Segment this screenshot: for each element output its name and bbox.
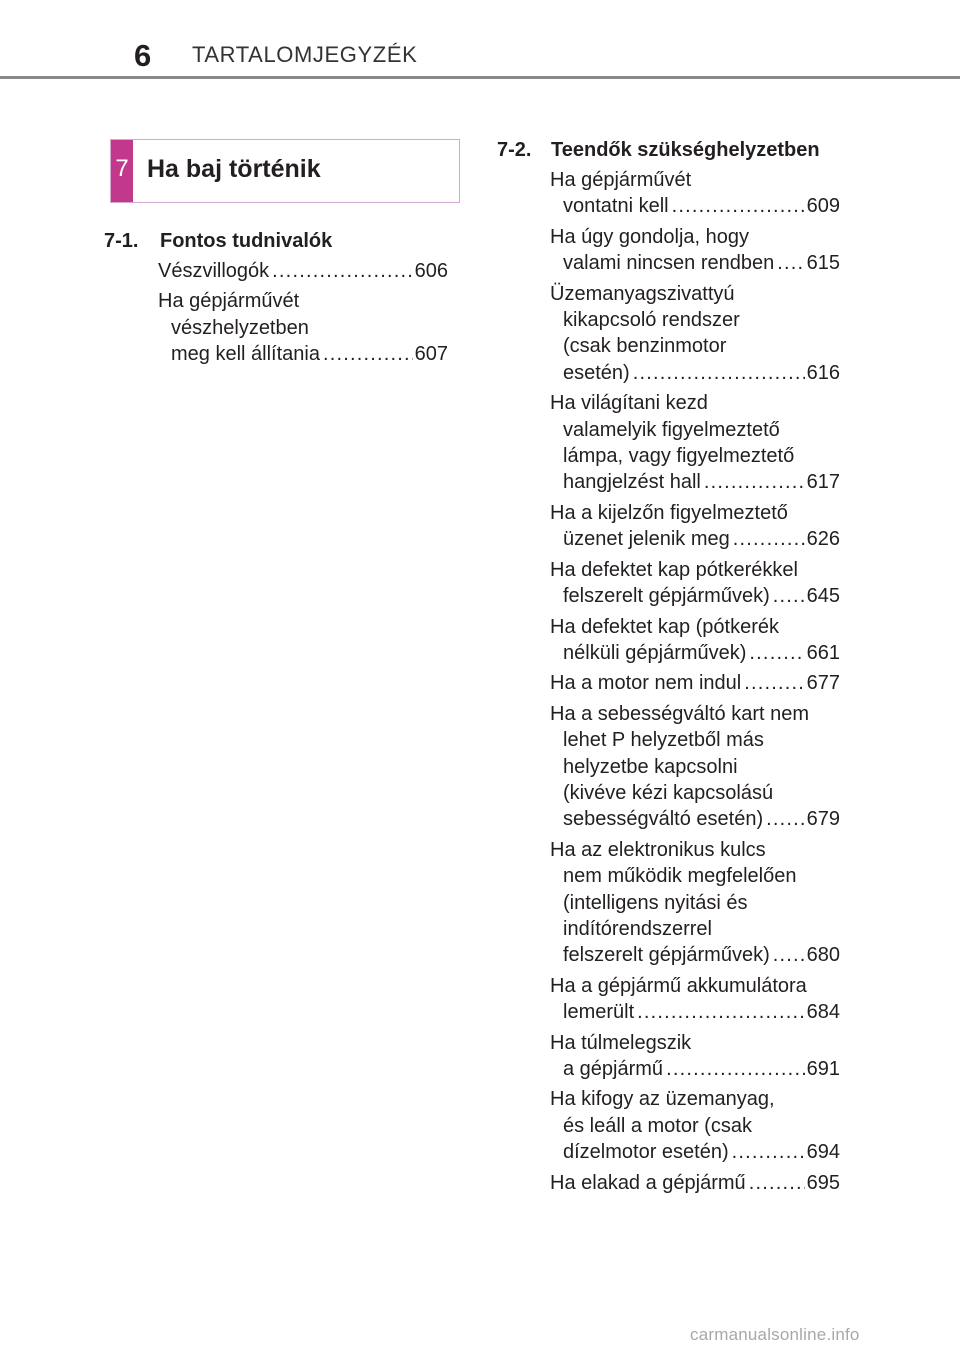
toc-page-number[interactable]: 694 [806, 1141, 840, 1164]
toc-page-number[interactable]: 679 [806, 808, 840, 831]
toc-entry-text: és leáll a motor (csak [563, 1114, 752, 1137]
toc-entry[interactable] [550, 701, 840, 833]
dot-leader [323, 341, 413, 367]
toc-entry-text: Ha az elektronikus kulcs [550, 838, 766, 861]
toc-entry-text: Ha defektet kap pótkerékkel [550, 558, 798, 581]
toc-page-number[interactable]: 616 [806, 361, 840, 384]
toc-entry-text: lemerült [563, 1001, 635, 1024]
dot-leader [732, 1139, 805, 1165]
toc-entry-text: Ha a motor nem indul [550, 672, 742, 695]
toc-entry-text: indítórendszerrel [563, 917, 712, 940]
dot-leader [773, 583, 805, 609]
dot-leader [672, 193, 805, 219]
toc-entry[interactable] [158, 258, 448, 284]
dot-leader [272, 258, 412, 284]
dot-leader [744, 670, 804, 696]
toc-entry-text: felszerelt gépjárművek) [563, 944, 770, 967]
toc-entry[interactable] [550, 224, 840, 277]
toc-page-number[interactable]: 626 [806, 528, 840, 551]
toc-entry-text: Ha kifogy az üzemanyag, [550, 1088, 775, 1111]
toc-page-number[interactable]: 677 [806, 672, 840, 695]
toc-page-number[interactable]: 607 [414, 343, 448, 366]
toc-entry-text: Ha a sebességváltó kart nem [550, 702, 810, 725]
toc-entry-text: Ha világítani kezd [550, 392, 708, 415]
toc-entry-text: (kivéve kézi kapcsolású [563, 781, 774, 804]
page-number: 6 [134, 38, 152, 73]
toc-entry-text: lehet P helyzetből más [563, 729, 764, 752]
toc-entry-text: Ha gépjárművét [550, 169, 692, 191]
toc-entry-text: Ha a kijelzőn figyelmeztető [550, 501, 788, 524]
toc-entry[interactable] [550, 557, 840, 610]
chapter-number-badge: 7 [111, 140, 133, 202]
section-number: 7-2. [497, 139, 532, 161]
toc-entry-text: Ha elakad a gépjármű [550, 1171, 746, 1194]
toc-entry-text: Ha gépjárművét [158, 290, 300, 313]
toc-entry-text: üzenet jelenik meg [563, 528, 730, 551]
toc-entry-text: a gépjármű [563, 1058, 664, 1080]
toc-page-number[interactable]: 680 [806, 944, 840, 967]
toc-entry-text: (intelligens nyitási és [563, 891, 748, 914]
toc-page-number[interactable]: 606 [414, 260, 448, 282]
toc-entry-text: (csak benzinmotor [563, 335, 727, 358]
toc-page-number[interactable]: 691 [806, 1058, 840, 1080]
toc-entry-text: helyzetbe kapcsolni [563, 755, 738, 778]
toc-entry-text: nélküli gépjárművek) [563, 641, 747, 664]
section-title: Teendők szükséghelyzetben [551, 139, 820, 161]
dot-leader [766, 806, 804, 832]
toc-entry-text: Vészvillogók [158, 260, 270, 282]
toc-entry[interactable] [550, 281, 840, 387]
toc-entry[interactable] [550, 1170, 840, 1196]
toc-entry-text: meg kell állítania [171, 343, 320, 366]
chapter-heading [110, 139, 460, 203]
dot-leader [777, 250, 804, 276]
dot-leader [704, 469, 805, 495]
toc-page-number[interactable]: 695 [806, 1171, 840, 1194]
toc-entry[interactable] [550, 1086, 840, 1165]
toc-entry-text: Ha a gépjármű akkumulátora [550, 974, 807, 997]
section-number: 7-1. [104, 230, 139, 252]
toc-page-number[interactable]: 609 [806, 195, 840, 218]
toc-entry-text: dízelmotor esetén) [563, 1141, 729, 1164]
toc-entry[interactable] [158, 288, 448, 367]
toc-entry-text: lámpa, vagy figyelmeztető [563, 445, 795, 468]
toc-entry-text: Ha defektet kap (pótkerék [550, 615, 780, 638]
toc-page-number[interactable]: 684 [806, 1001, 840, 1024]
dot-leader [749, 640, 804, 666]
dot-leader [633, 360, 805, 386]
toc-page-number[interactable]: 645 [806, 585, 840, 608]
toc-entry[interactable] [550, 614, 840, 667]
dot-leader [666, 1056, 805, 1082]
toc-entry-text: vészhelyzetben [171, 316, 309, 339]
toc-entry-text: nem működik megfelelően [563, 865, 797, 888]
chapter-title: Ha baj történik [147, 155, 321, 183]
toc-section-7-1 [104, 228, 448, 372]
toc-entry-text: felszerelt gépjárművek) [563, 585, 770, 608]
toc-entry[interactable] [550, 973, 840, 1026]
toc-entry-text: esetén) [563, 361, 630, 384]
toc-entry-text: sebességváltó esetén) [563, 808, 764, 831]
toc-entry-text: Üzemanyagszivattyú [550, 282, 735, 305]
footer-watermark: carmanualsonline.info [690, 1325, 860, 1344]
dot-leader [749, 1170, 805, 1196]
toc-entry-list [158, 258, 448, 368]
toc-entry-text: valamelyik figyelmeztető [563, 418, 780, 441]
toc-page-number[interactable]: 615 [806, 252, 840, 275]
toc-page-number[interactable]: 661 [806, 641, 840, 664]
toc-entry[interactable] [550, 390, 840, 496]
dot-leader [637, 999, 804, 1025]
toc-entry-text: kikapcsoló rendszer [563, 309, 740, 332]
toc-entry[interactable] [550, 167, 840, 220]
toc-entry[interactable] [550, 1030, 840, 1083]
dot-leader [773, 942, 805, 968]
toc-entry-text: valami nincsen rendben [563, 252, 775, 275]
toc-entry-list [550, 167, 840, 1196]
toc-entry[interactable] [550, 670, 840, 696]
page-header [0, 0, 960, 80]
dot-leader [733, 526, 805, 552]
toc-section-7-2 [497, 137, 840, 1200]
section-title: Fontos tudnivalók [160, 230, 333, 252]
toc-entry[interactable] [550, 837, 840, 969]
toc-entry-text: Ha túlmelegszik [550, 1031, 692, 1054]
toc-entry[interactable] [550, 500, 840, 553]
toc-entry-text: vontatni kell [563, 195, 669, 218]
header-divider [0, 76, 960, 79]
page-title: TARTALOMJEGYZÉK [192, 42, 418, 67]
toc-entry-text: hangjelzést hall [563, 471, 701, 494]
toc-entry-text: Ha úgy gondolja, hogy [550, 225, 750, 248]
toc-page-number[interactable]: 617 [806, 471, 840, 494]
